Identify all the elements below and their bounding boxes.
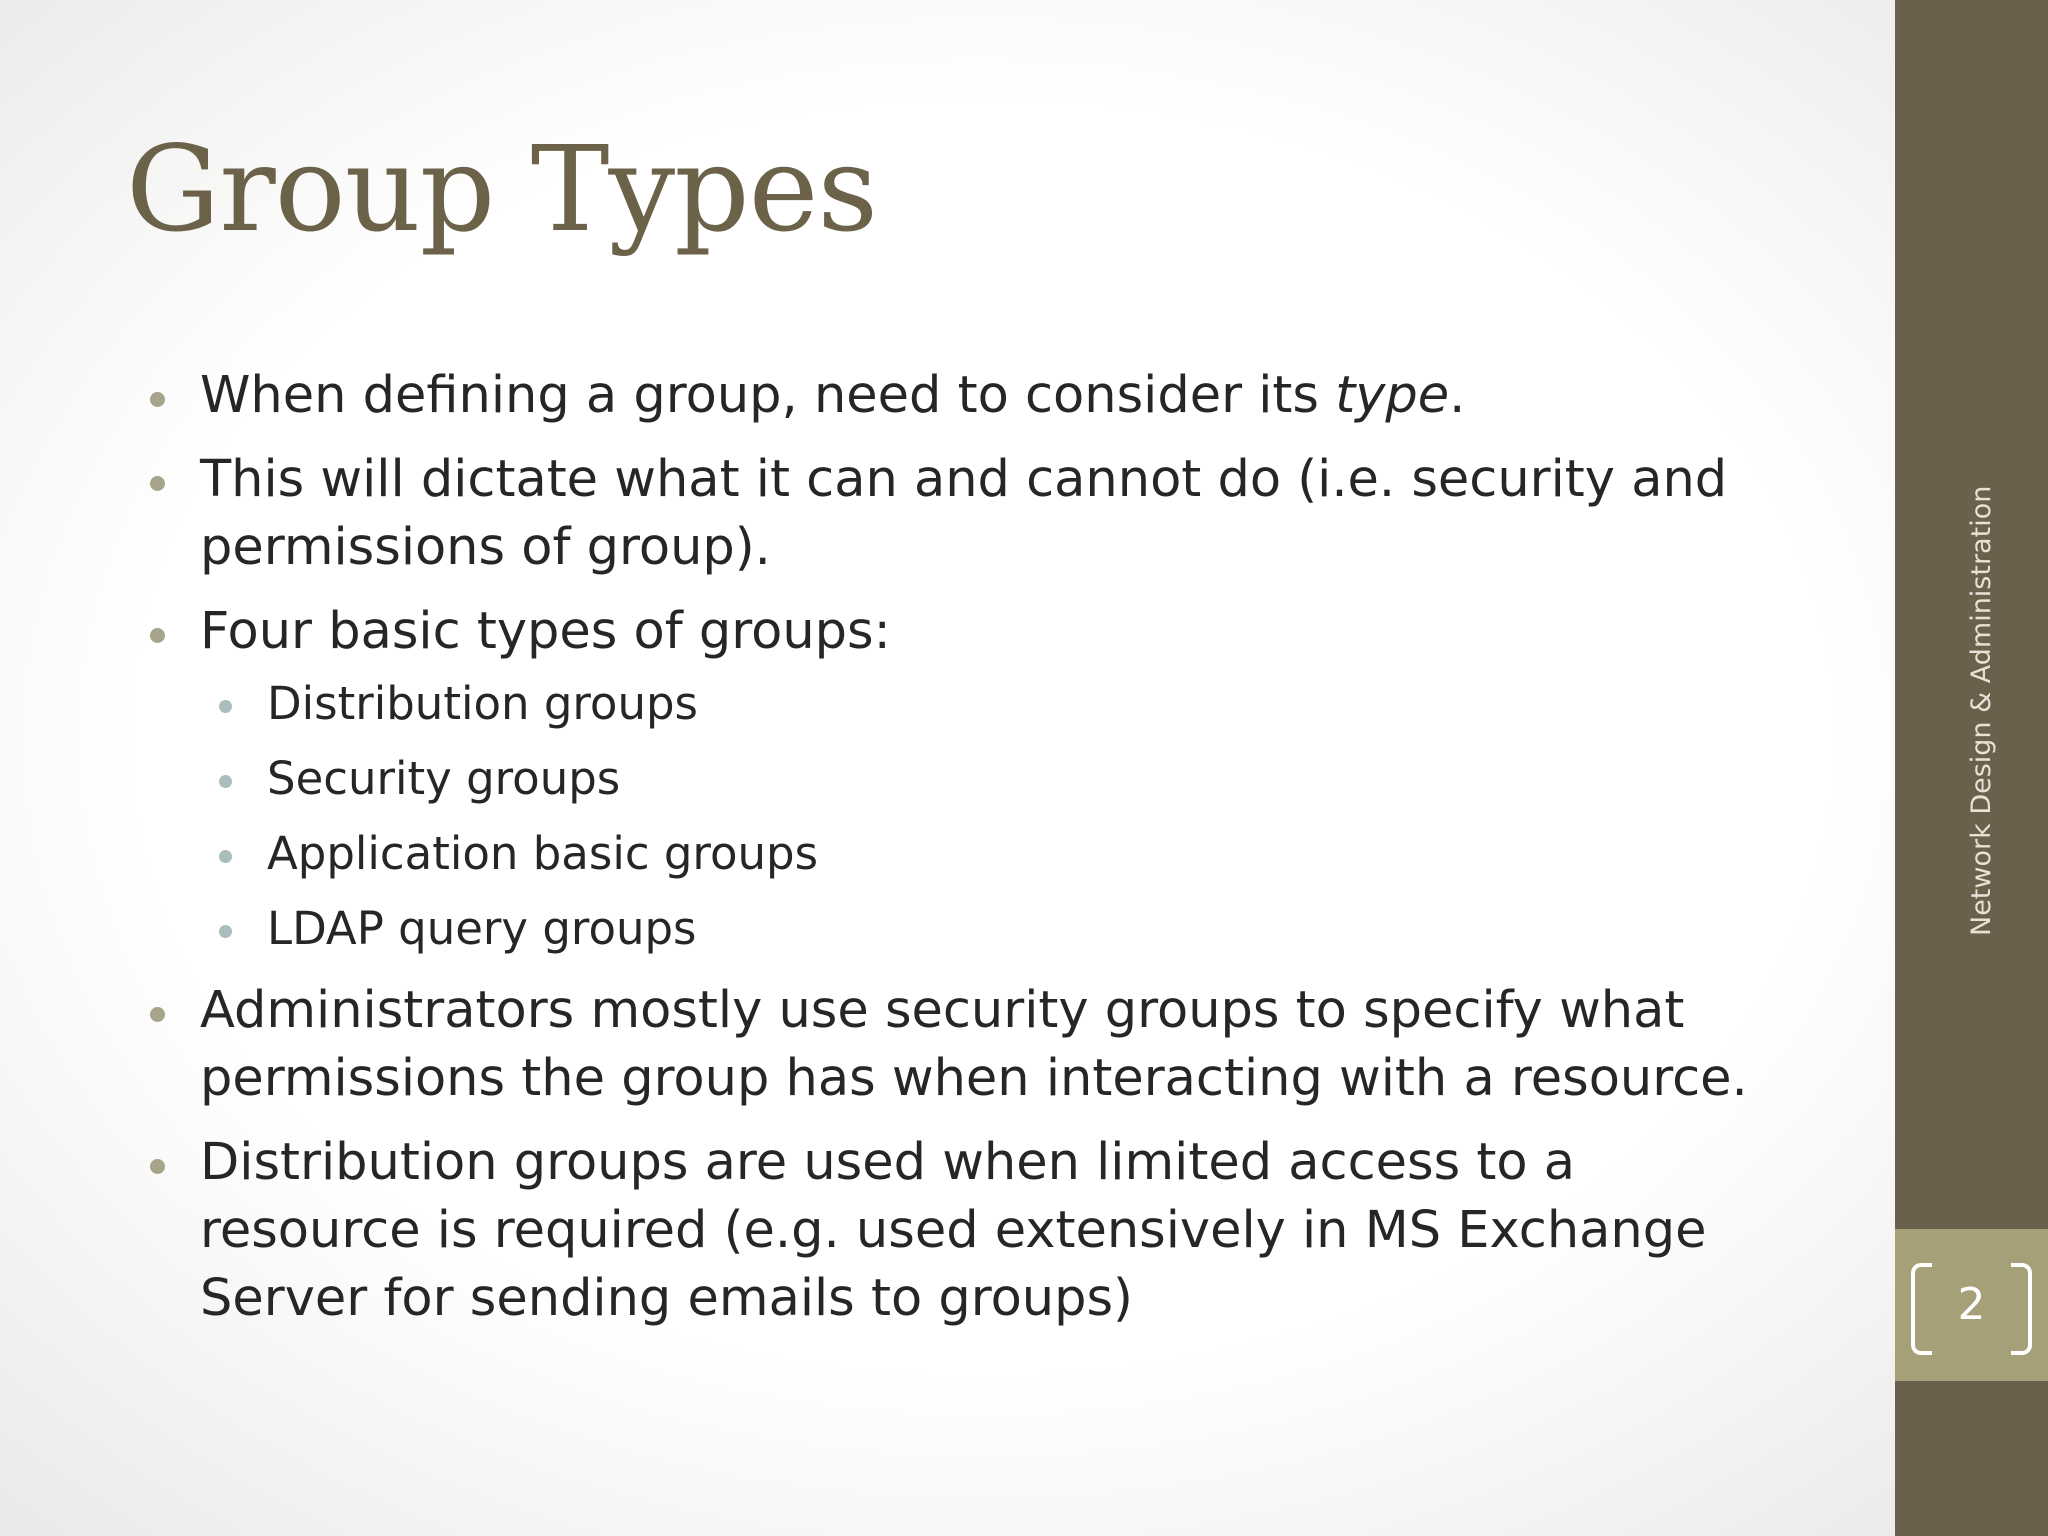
bullet-text: Distribution groups are used when limited access to a resource is required (e.g. used extensively in MS Exchange Server for sending emails to groups) [200, 1133, 1707, 1328]
bullet-item [146, 598, 1766, 666]
sub-bullet-item [146, 749, 1766, 809]
sub-bullet-dot-icon [219, 925, 232, 938]
bullet-text: Four basic types of groups: [200, 602, 891, 661]
footer-course-title: Network Design & Administration [1966, 485, 1997, 936]
bullet-emphasis: type [1335, 366, 1450, 425]
sub-bullet-dot-icon [219, 775, 232, 788]
sub-list-container [146, 674, 1766, 959]
page-number: 2 [1957, 1279, 1986, 1330]
bullet-dot-icon [150, 476, 165, 491]
bullet-dot-icon [150, 628, 165, 643]
bullet-item [146, 977, 1766, 1113]
bullet-item [146, 446, 1766, 582]
sub-bullet-item [146, 674, 1766, 734]
right-bracket-icon [2011, 1263, 2032, 1355]
bullet-item [146, 362, 1766, 430]
bullet-item [146, 1129, 1766, 1333]
bullet-dot-icon [150, 392, 165, 407]
bullet-text: When defining a group, need to consider its [200, 366, 1336, 425]
bullet-text: Administrators mostly use security groups to specify what permissions the group has when interacting with a resource. [200, 981, 1748, 1108]
sub-bullet-item [146, 899, 1766, 959]
sub-bullet-item [146, 824, 1766, 884]
sub-bullet-dot-icon [219, 850, 232, 863]
sub-bullet-dot-icon [219, 700, 232, 713]
bullet-list [146, 362, 1766, 1349]
bullet-dot-icon [150, 1007, 165, 1022]
slide-title: Group Types [126, 120, 878, 258]
sub-bullet-text: Distribution groups [267, 677, 698, 730]
sub-bullet-text: Security groups [267, 752, 621, 805]
bullet-dot-icon [150, 1159, 165, 1174]
bullet-text-end: . [1449, 366, 1466, 425]
group-types-list [146, 674, 1766, 959]
bullet-text: This will dictate what it can and cannot do (i.e. security and permissions of group). [200, 450, 1728, 577]
page-number-box [1895, 1229, 2048, 1381]
sub-bullet-text: LDAP query groups [267, 902, 697, 955]
sub-bullet-text: Application basic groups [267, 827, 819, 880]
